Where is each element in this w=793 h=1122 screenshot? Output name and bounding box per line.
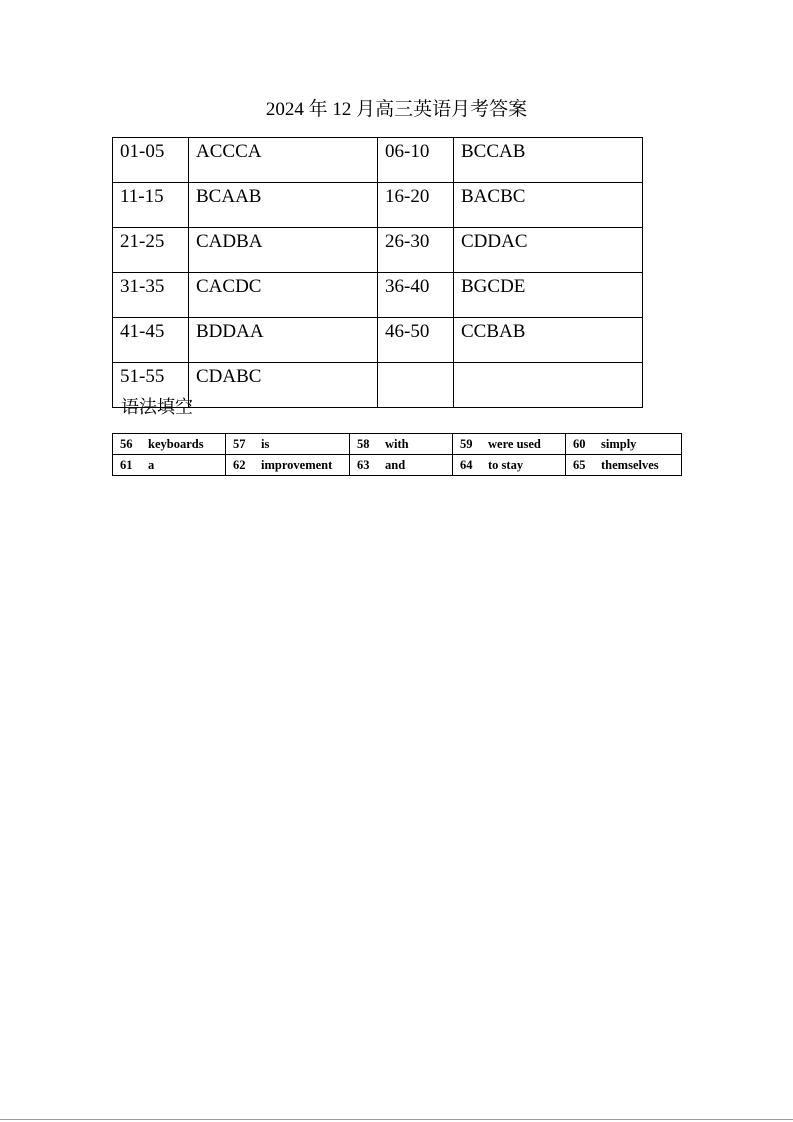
table-row bbox=[113, 183, 643, 228]
table-row bbox=[113, 434, 682, 455]
question-range: 26-30 bbox=[378, 228, 454, 273]
answer-text: were used bbox=[488, 437, 541, 451]
table-row bbox=[113, 228, 643, 273]
question-range: 41-45 bbox=[113, 318, 189, 363]
answer-letters: BCCAB bbox=[454, 138, 643, 183]
question-range: 16-20 bbox=[378, 183, 454, 228]
question-range: 01-05 bbox=[113, 138, 189, 183]
question-number: 61 bbox=[120, 458, 133, 472]
answer-text: themselves bbox=[601, 458, 659, 472]
question-number: 56 bbox=[120, 437, 133, 451]
answer-text: keyboards bbox=[148, 437, 204, 451]
page-title: 2024 年 12 月高三英语月考答案 bbox=[265, 99, 528, 120]
table-row bbox=[113, 318, 643, 363]
answer-text: with bbox=[385, 437, 409, 451]
grammar-answer-cell bbox=[226, 455, 350, 476]
answer-text: is bbox=[261, 437, 270, 451]
answer-text: to stay bbox=[488, 458, 524, 472]
grammar-answer-table bbox=[112, 433, 682, 476]
question-range bbox=[378, 363, 454, 408]
grammar-answer-cell bbox=[350, 455, 453, 476]
question-range: 36-40 bbox=[378, 273, 454, 318]
answer-letters: CDDAC bbox=[454, 228, 643, 273]
grammar-section-heading: 语法填空 bbox=[121, 397, 193, 417]
question-number: 64 bbox=[460, 458, 473, 472]
question-number: 59 bbox=[460, 437, 473, 451]
question-range: 51-55 bbox=[113, 363, 189, 408]
answer-letters bbox=[454, 363, 643, 408]
grammar-answer-cell bbox=[566, 455, 682, 476]
answer-letters: CACDC bbox=[189, 273, 378, 318]
grammar-answer-cell bbox=[113, 455, 226, 476]
answer-letters: CADBA bbox=[189, 228, 378, 273]
grammar-answer-cell bbox=[566, 434, 682, 455]
question-number: 63 bbox=[357, 458, 370, 472]
answer-letters: CCBAB bbox=[454, 318, 643, 363]
grammar-answer-cell bbox=[453, 455, 566, 476]
question-number: 60 bbox=[573, 437, 586, 451]
answer-text: improvement bbox=[261, 458, 333, 472]
answer-text: and bbox=[385, 458, 406, 472]
answer-letters: CDABC bbox=[189, 363, 378, 408]
question-number: 62 bbox=[233, 458, 246, 472]
grammar-answer-cell bbox=[113, 434, 226, 455]
page-edge-divider bbox=[0, 1119, 793, 1120]
answer-letters: BGCDE bbox=[454, 273, 643, 318]
question-range: 11-15 bbox=[113, 183, 189, 228]
question-range: 06-10 bbox=[378, 138, 454, 183]
question-range: 31-35 bbox=[113, 273, 189, 318]
answer-letters: BACBC bbox=[454, 183, 643, 228]
table-row bbox=[113, 273, 643, 318]
grammar-answer-cell bbox=[453, 434, 566, 455]
answer-letters: ACCCA bbox=[189, 138, 378, 183]
question-number: 58 bbox=[357, 437, 370, 451]
answer-letters: BDDAA bbox=[189, 318, 378, 363]
table-row bbox=[113, 455, 682, 476]
answer-key-table bbox=[112, 137, 643, 408]
answer-text: simply bbox=[601, 437, 637, 451]
question-number: 65 bbox=[573, 458, 586, 472]
answer-letters: BCAAB bbox=[189, 183, 378, 228]
table-row bbox=[113, 138, 643, 183]
grammar-answer-cell bbox=[350, 434, 453, 455]
grammar-answer-cell bbox=[226, 434, 350, 455]
answer-text: a bbox=[148, 458, 155, 472]
question-range: 21-25 bbox=[113, 228, 189, 273]
question-range: 46-50 bbox=[378, 318, 454, 363]
question-number: 57 bbox=[233, 437, 246, 451]
